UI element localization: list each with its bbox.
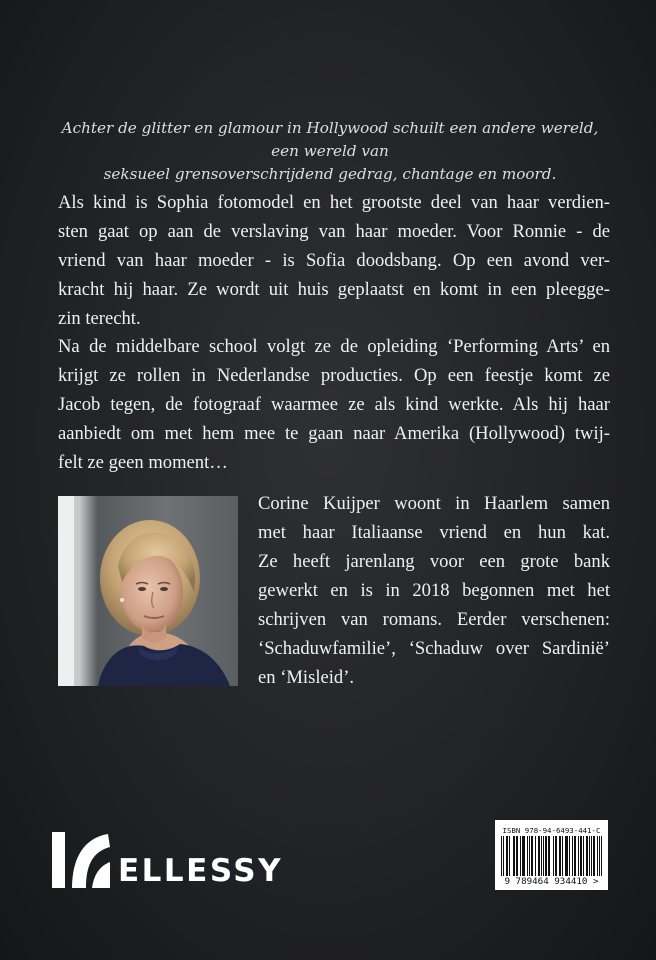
barcode-bar bbox=[581, 836, 582, 876]
barcode-bar bbox=[587, 836, 588, 876]
barcode-bar bbox=[541, 836, 542, 876]
barcode-digits: 9 789464 934410 > bbox=[504, 876, 599, 887]
barcode-bar bbox=[580, 836, 581, 876]
text-line: vriend van haar moeder - is Sofia doodsbang. Op een avond ver- bbox=[58, 250, 610, 271]
barcode-bar bbox=[501, 836, 502, 876]
barcode-bar bbox=[539, 836, 540, 876]
barcode-bar bbox=[506, 836, 507, 876]
barcode-bar bbox=[517, 836, 518, 876]
barcode-bar bbox=[562, 836, 563, 876]
barcode-bar bbox=[586, 836, 587, 876]
text-line: Corine Kuijper woont in Haarlem samen bbox=[258, 493, 610, 514]
barcode-bar bbox=[578, 836, 579, 876]
barcode-bar bbox=[503, 836, 504, 876]
barcode-bar bbox=[513, 836, 514, 876]
barcode-bar bbox=[543, 836, 544, 876]
text-line: en ‘Misleid’. bbox=[258, 667, 355, 688]
text-line: zin terecht. bbox=[58, 308, 141, 329]
barcode bbox=[495, 820, 608, 890]
text-line: Jacob tegen, de fotograaf waarmee ze als kind werkte. Als hij haar bbox=[58, 394, 610, 415]
text-line: Als kind is Sophia fotomodel en het grootste deel van haar verdien- bbox=[58, 192, 610, 213]
barcode-bar bbox=[538, 836, 539, 876]
tagline bbox=[60, 117, 600, 186]
barcode-bar bbox=[594, 836, 595, 876]
text-line: Ze heeft jarenlang voor een grote bank bbox=[258, 551, 610, 572]
text-line: schrijven van romans. Eerder verschenen: bbox=[258, 609, 610, 630]
barcode-bar bbox=[531, 836, 532, 876]
barcode-bar bbox=[593, 836, 594, 876]
barcode-bar bbox=[575, 836, 576, 876]
publisher-name: ELLESSY bbox=[118, 853, 284, 889]
text-line: ‘Schaduwfamilie’, ‘Schaduw over Sardinië’ bbox=[258, 638, 610, 659]
barcode-bar bbox=[545, 836, 546, 876]
barcode-bar bbox=[601, 836, 602, 876]
tagline-line: Achter de glitter en glamour in Hollywood schuilt een andere wereld, een wereld van bbox=[61, 119, 599, 160]
text-line: felt ze geen moment… bbox=[58, 452, 228, 473]
barcode-bar bbox=[516, 836, 517, 876]
text-line: krijgt ze rollen in Nederlandse producties. Op een feestje komt ze bbox=[58, 365, 610, 386]
text-line: gewerkt en is in 2018 begonnen met het bbox=[258, 580, 610, 601]
barcode-bar bbox=[520, 836, 521, 876]
author-bio bbox=[258, 489, 610, 692]
barcode-bar bbox=[566, 836, 567, 876]
barcode-bar bbox=[591, 836, 592, 876]
tagline-line: seksueel grensoverschrijdend gedrag, chantage en moord. bbox=[103, 165, 557, 183]
barcode-bar bbox=[529, 836, 530, 876]
barcode-bar bbox=[572, 836, 573, 876]
barcode-bar bbox=[535, 836, 536, 876]
barcode-bar bbox=[555, 836, 556, 876]
author-photo bbox=[58, 496, 238, 686]
text-line: aanbiedt om met hem mee te gaan naar Amerika (Hollywood) twij- bbox=[58, 423, 610, 444]
barcode-bar bbox=[597, 836, 598, 876]
barcode-bar bbox=[548, 836, 549, 876]
barcode-bar bbox=[524, 836, 525, 876]
synopsis-paragraph-2 bbox=[58, 332, 610, 477]
author-portrait-illustration bbox=[58, 496, 238, 686]
text-line: met haar Italiaanse vriend en hun kat. bbox=[258, 522, 610, 543]
text-line: Na de middelbare school volgt ze de opleiding ‘Performing Arts’ en bbox=[58, 336, 610, 357]
barcode-bar bbox=[549, 836, 550, 876]
barcode-bar bbox=[507, 836, 508, 876]
barcode-bar bbox=[574, 836, 575, 876]
barcode-bar bbox=[569, 836, 570, 876]
publisher-logo-icon bbox=[52, 828, 112, 890]
barcode-bar bbox=[565, 836, 566, 876]
barcode-bar bbox=[559, 836, 560, 876]
barcode-bar bbox=[599, 836, 600, 876]
barcode-bar bbox=[556, 836, 557, 876]
barcode-bar bbox=[589, 836, 590, 876]
synopsis-paragraph-1 bbox=[58, 188, 610, 333]
barcode-bar bbox=[523, 836, 524, 876]
barcode-bar bbox=[522, 836, 523, 876]
barcode-bar bbox=[583, 836, 584, 876]
barcode-bar bbox=[527, 836, 528, 876]
barcode-bar bbox=[546, 836, 547, 876]
barcode-bar bbox=[560, 836, 561, 876]
barcode-bar bbox=[509, 836, 510, 876]
barcode-bar bbox=[567, 836, 568, 876]
isbn-label: ISBN 978-94-6493-441-C bbox=[502, 826, 601, 835]
publisher-logo bbox=[52, 828, 292, 890]
text-line: sten gaat op aan de verslaving van haar moeder. Voor Ronnie - de bbox=[58, 221, 610, 242]
text-line: kracht hij haar. Ze wordt uit huis geplaatst en komt in een pleegge- bbox=[58, 279, 610, 300]
barcode-bar bbox=[514, 836, 515, 876]
barcode-bars bbox=[501, 836, 602, 876]
barcode-bar bbox=[553, 836, 554, 876]
barcode-bar bbox=[532, 836, 533, 876]
